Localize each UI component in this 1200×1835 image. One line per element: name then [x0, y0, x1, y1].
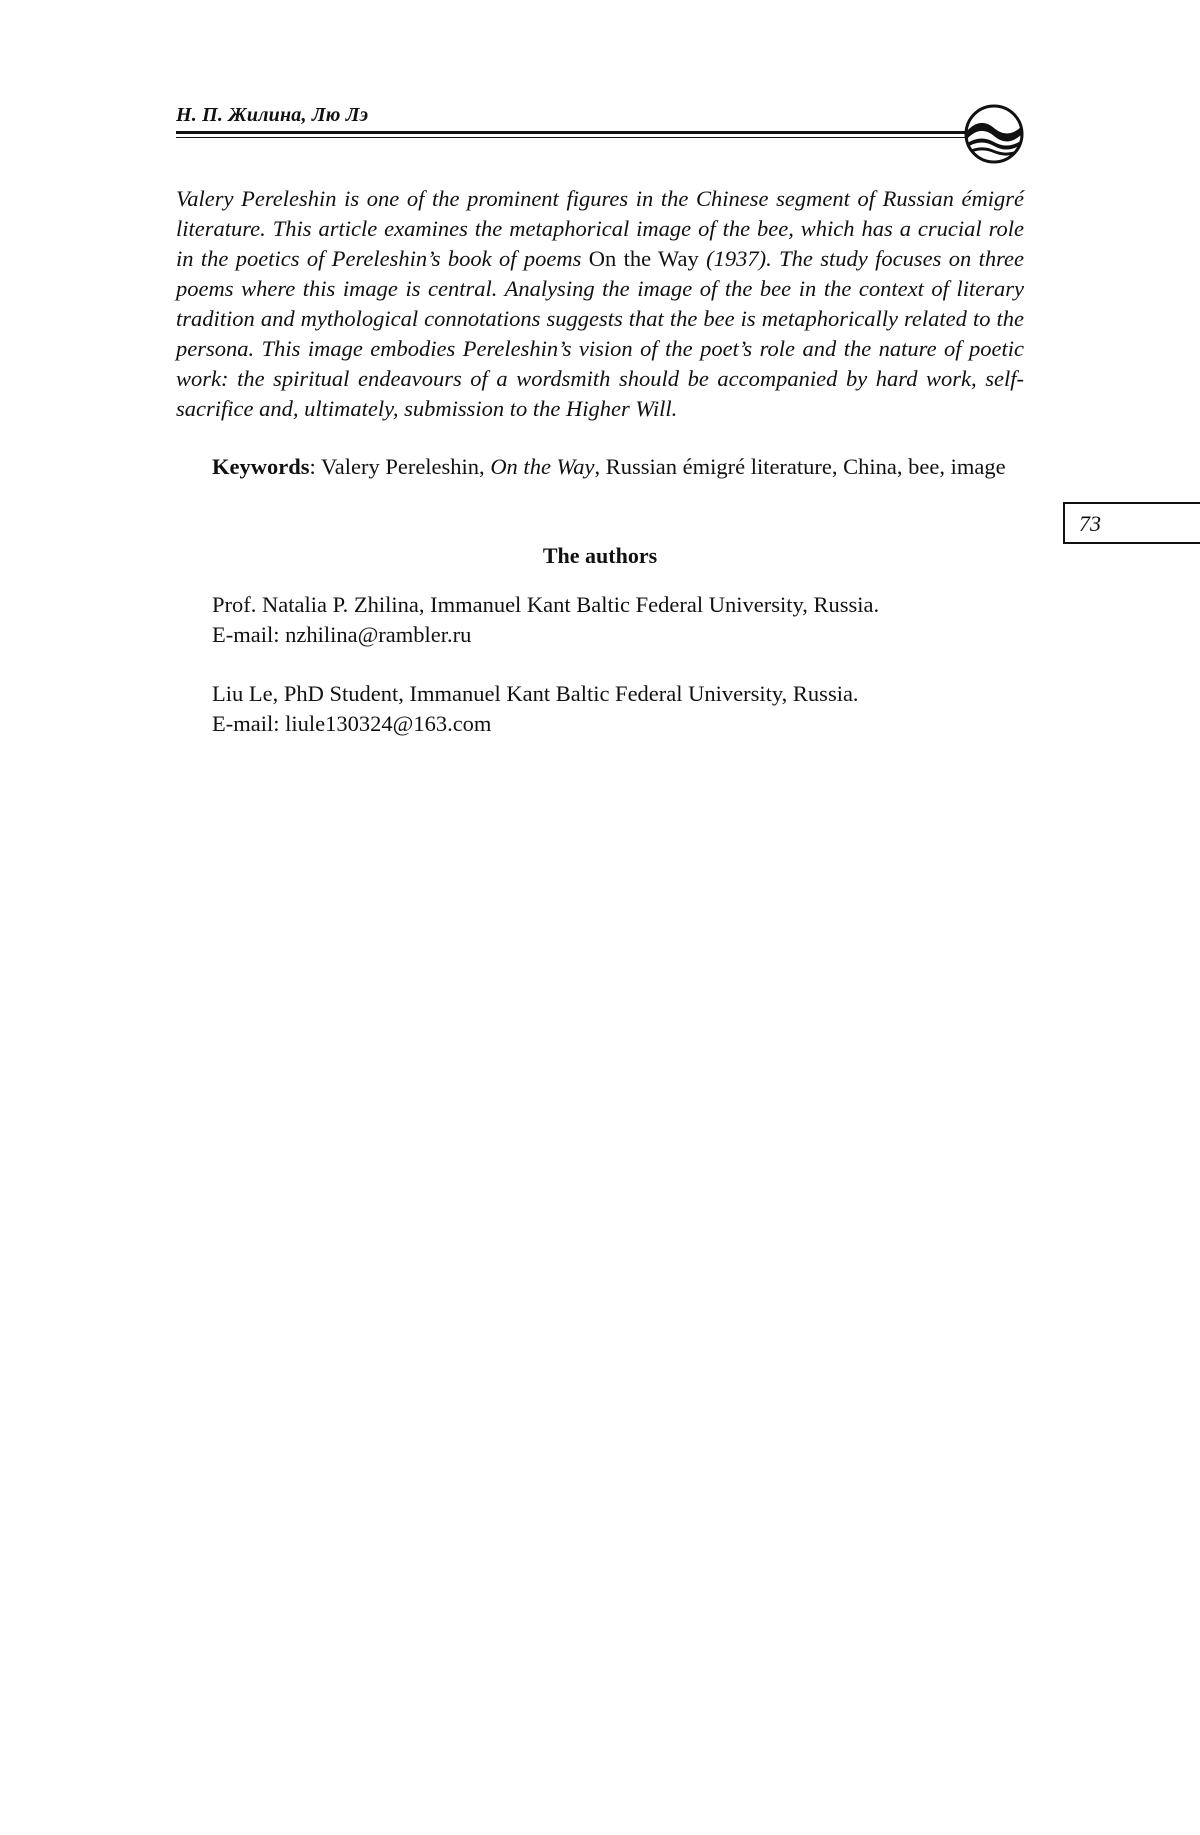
author-affiliation: Liu Le, PhD Student, Immanuel Kant Baltic Federal University, Russia.: [212, 681, 859, 706]
author-email: E-mail: liule130324@163.com: [212, 711, 492, 736]
header-rule-thick: [176, 131, 966, 134]
keywords-label: Keywords: [212, 454, 310, 479]
author-email: E-mail: nzhilina@rambler.ru: [212, 622, 472, 647]
author-affiliation: Prof. Natalia P. Zhilina, Immanuel Kant Baltic Federal University, Russia.: [212, 592, 880, 617]
keywords-text-1: Valery Pereleshin,: [320, 454, 491, 479]
page-number-box: [1063, 502, 1200, 544]
abstract-paragraph: [176, 184, 1024, 424]
running-header: Н. П. Жилина, Лю Лэ: [176, 104, 369, 126]
keywords-text-2: , Russian émigré literature, China, bee, image: [594, 454, 1006, 479]
abstract-book-title: On the Way: [588, 246, 699, 271]
author-entry: [212, 679, 1024, 739]
page-number: 73: [1079, 511, 1101, 536]
authors-heading: The authors: [542, 543, 658, 568]
header-rule-thin: [176, 137, 966, 138]
journal-wave-logo-icon: [964, 104, 1024, 164]
author-entry: [212, 590, 1024, 650]
keywords-italic-title: On the Way: [490, 454, 595, 479]
keywords-colon: :: [309, 454, 321, 479]
abstract-text-1: Valery Pereleshin is one of the prominent figures in the Chinese segment of Russian émigré literature. This article examines the metaphorical image of the bee, which has a crucial role in the poetics of Pereleshin’s book of poems: [176, 186, 1024, 271]
abstract-text-2: (1937). The study focuses on three poems where this image is central. Analysing the image of the bee in the context of literary tradition and mythological connotations suggests that the bee is metaphorically related to the persona. This image embodies Pereleshin’s vision of the poet’s role and the nature of poetic work: the spiritual endeavours of a wordsmith should be accompanied by hard work, self-sacrifice and, ultimately, submission to the Higher Will.: [176, 246, 1024, 421]
keywords-paragraph: [176, 452, 1024, 482]
